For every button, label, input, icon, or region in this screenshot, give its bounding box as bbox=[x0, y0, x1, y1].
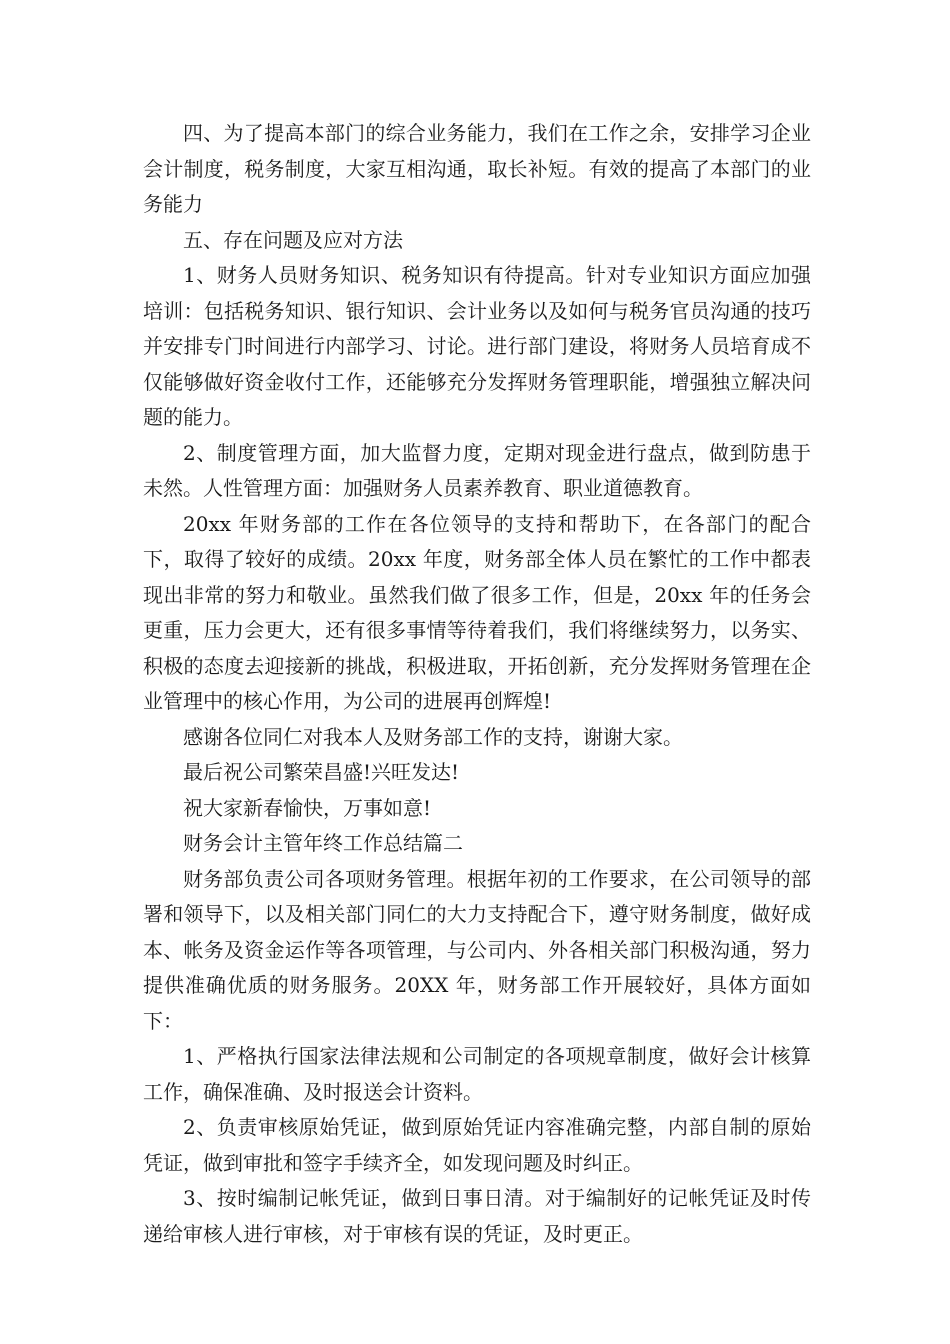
paragraph-part-two-intro: 财务部负责公司各项财务管理。根据年初的工作要求，在公司领导的部署和领导下，以及相关部门同仁的大力支持配合下，遵守财务制度，做好成本、帐务及资金运作等各项管理，与公司内、外各相关部门积极沟通，努力提供准确优质的财务服务。20XX 年，财务部工作开展较好，具体方面如下： bbox=[143, 866, 811, 1033]
document-body bbox=[143, 116, 811, 1252]
paragraph-item-three: 3、按时编制记帐凭证，做到日事日清。对于编制好的记帐凭证及时传递给审核人进行审核，对于审核有误的凭证，及时更正。 bbox=[143, 1186, 811, 1246]
paragraph-wish-company: 最后祝公司繁荣昌盛!兴旺发达! bbox=[183, 760, 460, 784]
paragraph-section-five-heading: 五、存在问题及应对方法 bbox=[183, 227, 403, 252]
paragraph-item-one: 1、严格执行国家法律法规和公司制定的各项规章制度，做好会计核算工作，确保准确、及时报送会计资料。 bbox=[143, 1044, 811, 1104]
paragraph-item-two: 2、负责审核原始凭证，做到原始凭证内容准确完整，内部自制的原始凭证，做到审批和签字手续齐全，如发现问题及时纠正。 bbox=[143, 1115, 811, 1175]
section-title-part-two: 财务会计主管年终工作总结篇二 bbox=[183, 831, 463, 855]
paragraph-year-summary: 20xx 年财务部的工作在各位领导的支持和帮助下，在各部门的配合下，取得了较好的成绩。20xx 年度，财务部全体人员在繁忙的工作中都表现出非常的努力和敬业。虽然我们做了很多工作，但是，20xx 年的任务会更重，压力会更大，还有很多事情等待着我们，我们将继续努力，以务实、积极的态度去迎接新的挑战，积极进取，开拓创新，充分发挥财务管理在企业管理中的核心作用，为公司的进展再创辉煌! bbox=[143, 511, 811, 713]
paragraph-problem-two: 2、制度管理方面，加大监督力度，定期对现金进行盘点，做到防患于未然。人性管理方面：加强财务人员素养教育、职业道德教育。 bbox=[143, 440, 811, 500]
paragraph-problem-one: 1、财务人员财务知识、税务知识有待提高。针对专业知识方面应加强培训：包括税务知识、银行知识、会计业务以及如何与税务官员沟通的技巧并安排专门时间进行内部学习、讨论。进行部门建设，将财务人员培育成不仅能够做好资金收付工作，还能够充分发挥财务管理职能，增强独立解决问题的能力。 bbox=[143, 263, 811, 429]
paragraph-section-four: 四、为了提高本部门的综合业务能力，我们在工作之余，安排学习企业会计制度，税务制度，大家互相沟通，取长补短。有效的提高了本部门的业务能力 bbox=[143, 121, 811, 216]
paragraph-thanks: 感谢各位同仁对我本人及财务部工作的支持，谢谢大家。 bbox=[183, 724, 683, 749]
paragraph-wish-everyone: 祝大家新春愉快，万事如意! bbox=[183, 795, 432, 820]
